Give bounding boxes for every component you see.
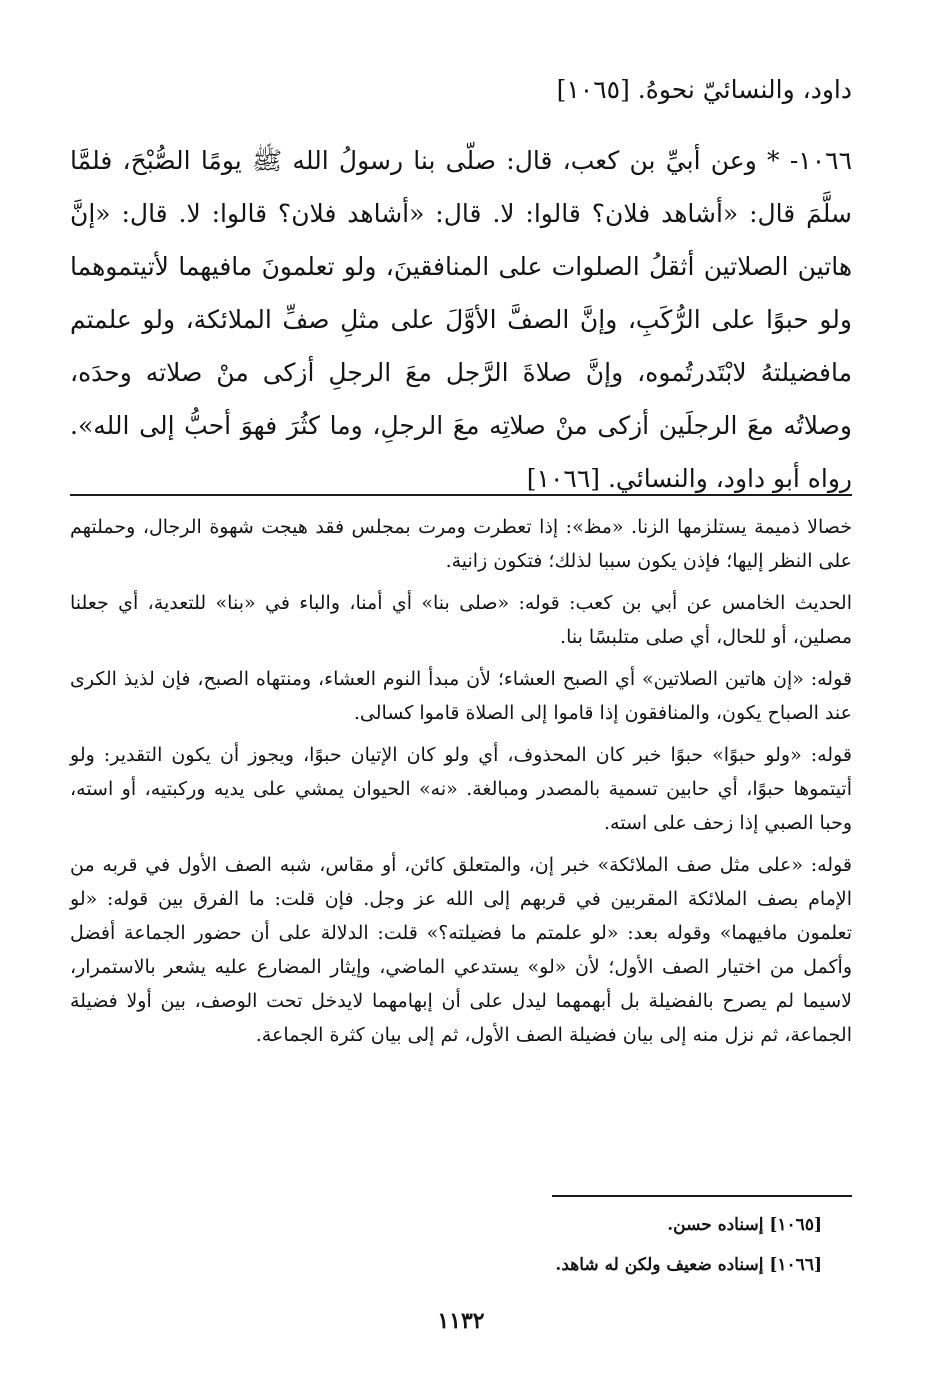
section-divider — [70, 494, 852, 496]
previous-hadith-ending: داود، والنسائيّ نحوهُ. [١٠٦٥] — [556, 75, 852, 104]
book-page — [70, 0, 852, 1388]
commentary — [70, 510, 852, 1060]
footnote-divider — [552, 1195, 852, 1197]
footnote: [١٠٦٦] إسناده ضعيف ولكن له شاهد. — [555, 1255, 822, 1275]
commentary-paragraph: خصالا ذميمة يستلزمها الزنا. «مظ»: إذا تعطرت ومرت بمجلس فقد هيجت شهوة الرجال، وحملتهم على النظر إليها؛ فإذن يكون سببا لذلك؛ فتكون زانية. — [70, 516, 852, 572]
commentary-paragraph: الحديث الخامس عن أبي بن كعب: قوله: «صلى بنا» أي أمنا، والباء في «بنا» للتعدية، أي جعلنا مصلين، أو للحال، أي صلى متلبسًا بنا. — [70, 592, 852, 648]
footnote: [١٠٦٥] إسناده حسن. — [667, 1215, 822, 1235]
commentary-paragraph: قوله: «على مثل صف الملائكة» خبر إن، والمتعلق كائن، أو مقاس، شبه الصف الأول في قربه من الإمام بصف الملائكة المقربين في قربهم إلى الله عز وجل. فإن قلت: ما الفرق بين قوله: «لو تعلمون مافيهما» وقوله بعد: «لو علمتم ما فضيلته؟» قلت: الدلالة على أن حضور الجماعة أفضل وأكمل من اختيار الصف الأول؛ لأن «لو» يستدعي الماضي، وإيثار المضارع عليه يشعر بالاستمرار، لاسيما لم يصرح بالفضيلة بل أبهمهما ليدل على أن إبهامهما لايدخل تحت الوصف، بين أولا فضيلة الجماعة، ثم نزل منه إلى بيان فضيلة الصف الأول، ثم إلى بيان كثرة الجماعة. — [70, 854, 852, 1046]
page-number: ١١٣٢ — [437, 1308, 485, 1334]
commentary-paragraph: قوله: «إن هاتين الصلاتين» أي الصبح العشاء؛ لأن مبدأ النوم العشاء، ومنتهاه الصبح، فإن لذيذ الكرى عند الصباح يكون، والمنافقون إذا قاموا إلى الصلاة قاموا كسالى. — [70, 668, 852, 724]
footnotes — [70, 1208, 822, 1288]
commentary-paragraph: قوله: «ولو حبوًا» حبوًا خبر كان المحذوف، أي ولو كان الإتيان حبوًا، ويجوز أن يكون التقدير: ولو أتيتموها حبوًا، أي حابين تسمية بالمصدر ومبالغة. «نه» الحيوان يمشي على يديه وركبتيه، أو استه، وحبا الصبي إذا زحف على استه. — [70, 744, 852, 834]
hadith-text: ١٠٦٦- * وعن أبيِّ بن كعب، قال: صلّى بنا رسولُ الله ﷺ يومًا الصُّبْحَ، فلمَّا سلَّمَ قال: «أشاهد فلان؟ قالوا: لا. قال: «أشاهد فلان؟ قالوا: لا. قال: «إنَّ هاتين الصلاتين أثقلُ الصلوات على المنافقينَ، ولو تعلمونَ مافيهما لأتيتموهما ولو حبوًا على الرُّكَبِ، وإنَّ الصفَّ الأوَّلَ على مثلِ صفِّ الملائكة، ولو علمتم مافضيلتهُ لابْتَدرتُموه، وإنَّ صلاةَ الرَّجل معَ الرجلِ أزكى منْ صلاته وحدَه، وصلاتُه معَ الرجلَين أزكى منْ صلاتِه معَ الرجلِ، وما كثُرَ فهوَ أحبُّ إلى الله». رواه أبو داود، والنسائي. [١٠٦٦] — [70, 146, 852, 493]
